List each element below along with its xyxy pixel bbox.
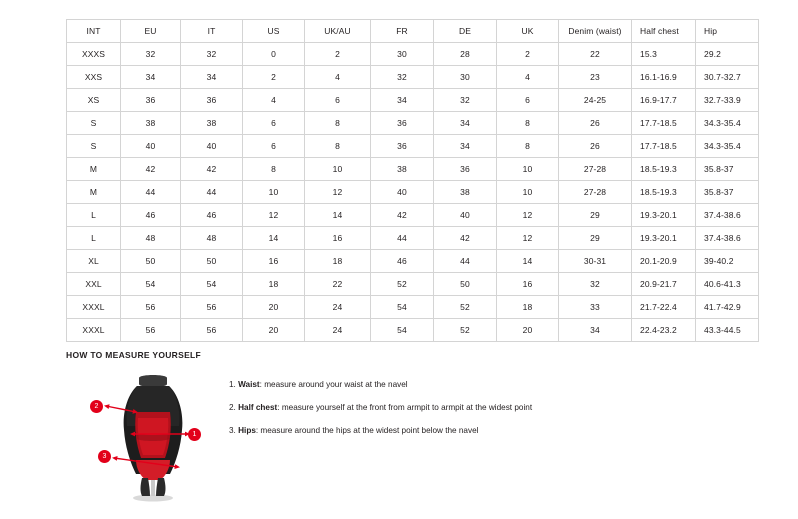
cell-uk: 10 <box>497 181 559 204</box>
cell-uk-au: 10 <box>305 158 371 181</box>
cell-fr: 34 <box>371 89 434 112</box>
cell-uk: 2 <box>497 43 559 66</box>
cell-us: 2 <box>243 66 305 89</box>
instruction-number-1: 1. <box>229 380 236 389</box>
cell-hip: 43.3-44.5 <box>696 319 759 342</box>
cell-uk-au: 22 <box>305 273 371 296</box>
cell-fr: 46 <box>371 250 434 273</box>
measure-badge-2: 2 <box>90 400 103 413</box>
cell-hip: 34.3-35.4 <box>696 112 759 135</box>
cell-us: 4 <box>243 89 305 112</box>
table-row <box>67 112 759 135</box>
cell-it: 34 <box>181 66 243 89</box>
cell-int: S <box>67 135 121 158</box>
cell-denim-waist: 27-28 <box>559 181 632 204</box>
table-body <box>67 43 759 342</box>
cell-uk: 10 <box>497 158 559 181</box>
table-row <box>67 181 759 204</box>
cell-de: 42 <box>434 227 497 250</box>
measure-badge-1: 1 <box>188 428 201 441</box>
cell-de: 28 <box>434 43 497 66</box>
cell-uk: 12 <box>497 227 559 250</box>
cell-de: 38 <box>434 181 497 204</box>
mannequin-figure <box>96 372 211 502</box>
cell-it: 38 <box>181 112 243 135</box>
measure-instruction-hips <box>229 426 532 435</box>
column-header-eu: EU <box>121 20 181 43</box>
cell-us: 8 <box>243 158 305 181</box>
cell-uk: 12 <box>497 204 559 227</box>
column-header-uk: UK <box>497 20 559 43</box>
cell-int: XXL <box>67 273 121 296</box>
cell-de: 44 <box>434 250 497 273</box>
size-chart-table <box>66 19 759 342</box>
cell-hip: 34.3-35.4 <box>696 135 759 158</box>
cell-eu: 36 <box>121 89 181 112</box>
cell-hip: 39-40.2 <box>696 250 759 273</box>
cell-int: M <box>67 181 121 204</box>
cell-int: XL <box>67 250 121 273</box>
cell-half-chest: 17.7-18.5 <box>632 135 696 158</box>
cell-uk-au: 16 <box>305 227 371 250</box>
cell-eu: 38 <box>121 112 181 135</box>
cell-denim-waist: 23 <box>559 66 632 89</box>
cell-us: 6 <box>243 135 305 158</box>
cell-half-chest: 18.5-19.3 <box>632 158 696 181</box>
measure-badge-3: 3 <box>98 450 111 463</box>
table-row <box>67 89 759 112</box>
cell-hip: 41.7-42.9 <box>696 296 759 319</box>
cell-uk-au: 18 <box>305 250 371 273</box>
instruction-text-half-chest: : measure yourself at the front from armpit to armpit at the widest point <box>277 403 533 413</box>
cell-uk: 18 <box>497 296 559 319</box>
column-header-int: INT <box>67 20 121 43</box>
cell-uk: 14 <box>497 250 559 273</box>
cell-uk-au: 6 <box>305 89 371 112</box>
cell-denim-waist: 22 <box>559 43 632 66</box>
cell-denim-waist: 32 <box>559 273 632 296</box>
cell-us: 14 <box>243 227 305 250</box>
cell-hip: 37.4-38.6 <box>696 204 759 227</box>
table-row <box>67 296 759 319</box>
cell-it: 36 <box>181 89 243 112</box>
column-header-half-chest: Half chest <box>632 20 696 43</box>
cell-us: 0 <box>243 43 305 66</box>
table-row <box>67 158 759 181</box>
cell-fr: 38 <box>371 158 434 181</box>
cell-uk-au: 4 <box>305 66 371 89</box>
cell-uk: 8 <box>497 112 559 135</box>
table-row <box>67 250 759 273</box>
cell-half-chest: 19.3-20.1 <box>632 227 696 250</box>
cell-us: 20 <box>243 296 305 319</box>
cell-fr: 36 <box>371 112 434 135</box>
cell-de: 50 <box>434 273 497 296</box>
cell-hip: 40.6-41.3 <box>696 273 759 296</box>
cell-int: L <box>67 204 121 227</box>
cell-de: 40 <box>434 204 497 227</box>
cell-int: XXXS <box>67 43 121 66</box>
cell-it: 50 <box>181 250 243 273</box>
cell-fr: 30 <box>371 43 434 66</box>
instruction-text-waist: : measure around your waist at the navel <box>259 380 408 389</box>
cell-half-chest: 16.9-17.7 <box>632 89 696 112</box>
column-header-hip: Hip <box>696 20 759 43</box>
cell-us: 6 <box>243 112 305 135</box>
cell-int: M <box>67 158 121 181</box>
cell-half-chest: 19.3-20.1 <box>632 204 696 227</box>
cell-int: XS <box>67 89 121 112</box>
cell-fr: 44 <box>371 227 434 250</box>
cell-denim-waist: 26 <box>559 112 632 135</box>
cell-de: 34 <box>434 112 497 135</box>
column-header-fr: FR <box>371 20 434 43</box>
cell-us: 10 <box>243 181 305 204</box>
table-row <box>67 43 759 66</box>
cell-it: 56 <box>181 319 243 342</box>
cell-us: 20 <box>243 319 305 342</box>
instruction-text-hips: : measure around the hips at the widest point below the navel <box>255 426 479 436</box>
cell-hip: 35.8-37 <box>696 158 759 181</box>
cell-eu: 34 <box>121 66 181 89</box>
cell-uk: 8 <box>497 135 559 158</box>
size-chart-container <box>66 19 741 342</box>
cell-eu: 50 <box>121 250 181 273</box>
column-header-de: DE <box>434 20 497 43</box>
cell-eu: 56 <box>121 296 181 319</box>
table-header-row <box>67 20 759 43</box>
cell-uk-au: 2 <box>305 43 371 66</box>
cell-eu: 46 <box>121 204 181 227</box>
cell-denim-waist: 29 <box>559 204 632 227</box>
cell-eu: 56 <box>121 319 181 342</box>
column-header-it: IT <box>181 20 243 43</box>
cell-de: 34 <box>434 135 497 158</box>
cell-uk: 6 <box>497 89 559 112</box>
measure-instruction-half-chest <box>229 403 532 412</box>
cell-it: 56 <box>181 296 243 319</box>
cell-uk: 4 <box>497 66 559 89</box>
how-to-measure-body <box>66 372 746 502</box>
cell-int: XXXL <box>67 319 121 342</box>
cell-uk-au: 14 <box>305 204 371 227</box>
cell-it: 32 <box>181 43 243 66</box>
cell-hip: 35.8-37 <box>696 181 759 204</box>
cell-eu: 48 <box>121 227 181 250</box>
cell-uk-au: 24 <box>305 296 371 319</box>
cell-de: 30 <box>434 66 497 89</box>
cell-denim-waist: 33 <box>559 296 632 319</box>
cell-int: S <box>67 112 121 135</box>
cell-int: L <box>67 227 121 250</box>
column-header-uk-au: UK/AU <box>305 20 371 43</box>
cell-int: XXXL <box>67 296 121 319</box>
cell-us: 12 <box>243 204 305 227</box>
cell-eu: 44 <box>121 181 181 204</box>
cell-half-chest: 16.1-16.9 <box>632 66 696 89</box>
column-header-denim-waist: Denim (waist) <box>559 20 632 43</box>
cell-int: XXS <box>67 66 121 89</box>
cell-fr: 54 <box>371 296 434 319</box>
cell-eu: 32 <box>121 43 181 66</box>
cell-half-chest: 22.4-23.2 <box>632 319 696 342</box>
cell-fr: 36 <box>371 135 434 158</box>
cell-it: 42 <box>181 158 243 181</box>
cell-hip: 37.4-38.6 <box>696 227 759 250</box>
cell-hip: 30.7-32.7 <box>696 66 759 89</box>
cell-uk: 16 <box>497 273 559 296</box>
cell-de: 52 <box>434 296 497 319</box>
cell-hip: 29.2 <box>696 43 759 66</box>
cell-it: 40 <box>181 135 243 158</box>
cell-half-chest: 21.7-22.4 <box>632 296 696 319</box>
cell-it: 44 <box>181 181 243 204</box>
table-row <box>67 204 759 227</box>
cell-denim-waist: 30-31 <box>559 250 632 273</box>
cell-uk-au: 24 <box>305 319 371 342</box>
instruction-number-2: 2. <box>229 403 236 413</box>
cell-fr: 40 <box>371 181 434 204</box>
cell-hip: 32.7-33.9 <box>696 89 759 112</box>
cell-us: 16 <box>243 250 305 273</box>
cell-uk: 20 <box>497 319 559 342</box>
cell-us: 18 <box>243 273 305 296</box>
cell-denim-waist: 26 <box>559 135 632 158</box>
cell-half-chest: 18.5-19.3 <box>632 181 696 204</box>
column-header-us: US <box>243 20 305 43</box>
cell-eu: 54 <box>121 273 181 296</box>
measure-instruction-waist <box>229 380 532 389</box>
instruction-term-half-chest: Half chest <box>238 403 278 413</box>
cell-fr: 42 <box>371 204 434 227</box>
instruction-term-waist: Waist <box>238 380 260 389</box>
table-row <box>67 227 759 250</box>
cell-half-chest: 20.9-21.7 <box>632 273 696 296</box>
cell-fr: 52 <box>371 273 434 296</box>
cell-uk-au: 12 <box>305 181 371 204</box>
table-row <box>67 66 759 89</box>
measure-instructions-list <box>229 372 532 449</box>
cell-denim-waist: 27-28 <box>559 158 632 181</box>
table-row <box>67 135 759 158</box>
cell-de: 52 <box>434 319 497 342</box>
cell-eu: 42 <box>121 158 181 181</box>
cell-eu: 40 <box>121 135 181 158</box>
table-row <box>67 273 759 296</box>
instruction-term-hips: Hips <box>238 426 256 436</box>
cell-denim-waist: 29 <box>559 227 632 250</box>
cell-uk-au: 8 <box>305 112 371 135</box>
how-to-measure-section <box>66 350 746 502</box>
cell-fr: 32 <box>371 66 434 89</box>
cell-de: 36 <box>434 158 497 181</box>
how-to-measure-title: HOW TO MEASURE YOURSELF <box>66 350 202 360</box>
cell-half-chest: 15.3 <box>632 43 696 66</box>
cell-it: 46 <box>181 204 243 227</box>
cell-uk-au: 8 <box>305 135 371 158</box>
cell-denim-waist: 34 <box>559 319 632 342</box>
cell-denim-waist: 24-25 <box>559 89 632 112</box>
cell-it: 48 <box>181 227 243 250</box>
cell-half-chest: 20.1-20.9 <box>632 250 696 273</box>
cell-half-chest: 17.7-18.5 <box>632 112 696 135</box>
cell-de: 32 <box>434 89 497 112</box>
cell-fr: 54 <box>371 319 434 342</box>
instruction-number-3: 3. <box>229 426 236 436</box>
table-row <box>67 319 759 342</box>
cell-it: 54 <box>181 273 243 296</box>
